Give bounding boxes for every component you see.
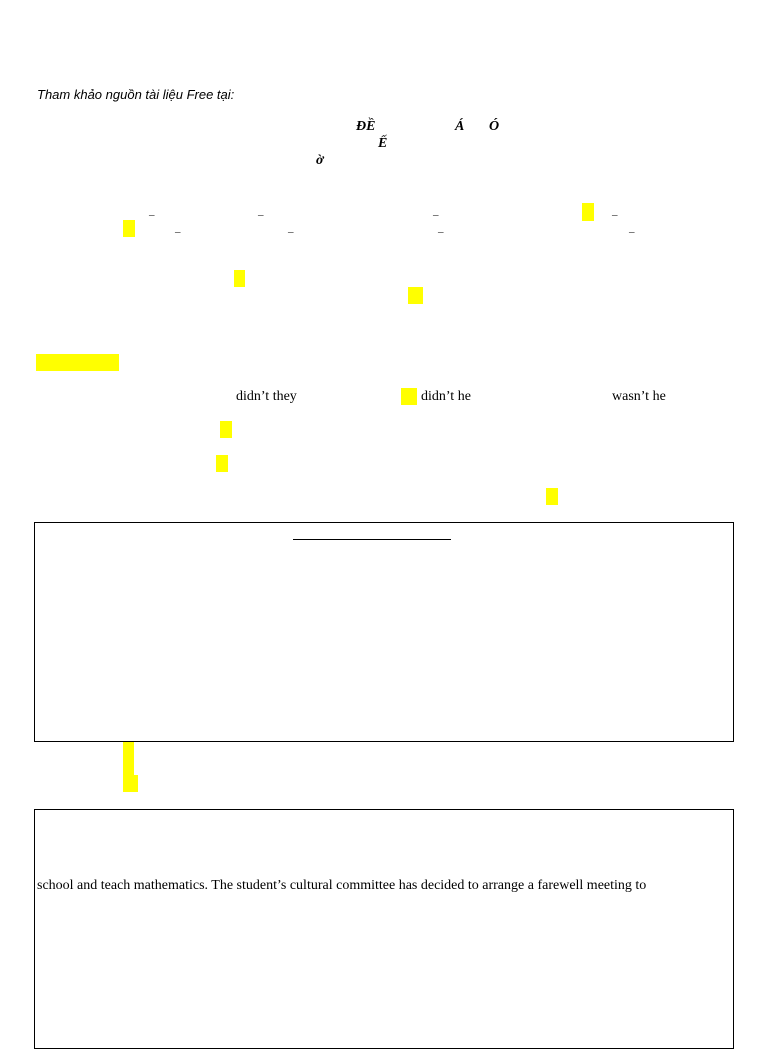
highlight-mark [408,287,423,304]
highlight-mark [401,388,417,405]
dash-mark: – [149,209,155,221]
passage-line: school and teach mathematics. The student’s cultural committee has decided to arrange a farewell meeting to [37,878,647,893]
highlight-mark [220,421,232,438]
highlight-mark [123,742,134,776]
highlight-mark [216,455,228,472]
title-glyph-o: Ó [489,119,500,134]
highlight-mark [123,775,138,792]
highlight-mark [546,488,558,505]
dash-mark: – [612,209,618,221]
passage-box [34,809,734,1049]
source-header: Tham khảo nguồn tài liệu Free tại: [37,87,235,102]
highlight-mark [123,220,135,237]
highlight-bar [36,354,119,371]
title-glyph-a: Á [455,119,465,134]
content-box [34,522,734,742]
dash-mark: – [175,226,181,238]
dash-mark: – [288,226,294,238]
highlight-mark [234,270,245,287]
dash-mark: – [629,226,635,238]
title-glyph-o-horn: ờ [316,153,324,168]
highlight-mark [582,203,594,221]
title-underline [293,539,451,540]
title-glyph-de: ĐỀ [356,119,376,134]
option-wasnt-he: wasn’t he [612,389,666,404]
option-didnt-they: didn’t they [236,389,297,404]
dash-mark: – [438,226,444,238]
title-glyph-e: Ế [378,136,388,151]
dash-mark: – [258,209,264,221]
option-didnt-he: didn’t he [421,389,471,404]
dash-mark: – [433,209,439,221]
